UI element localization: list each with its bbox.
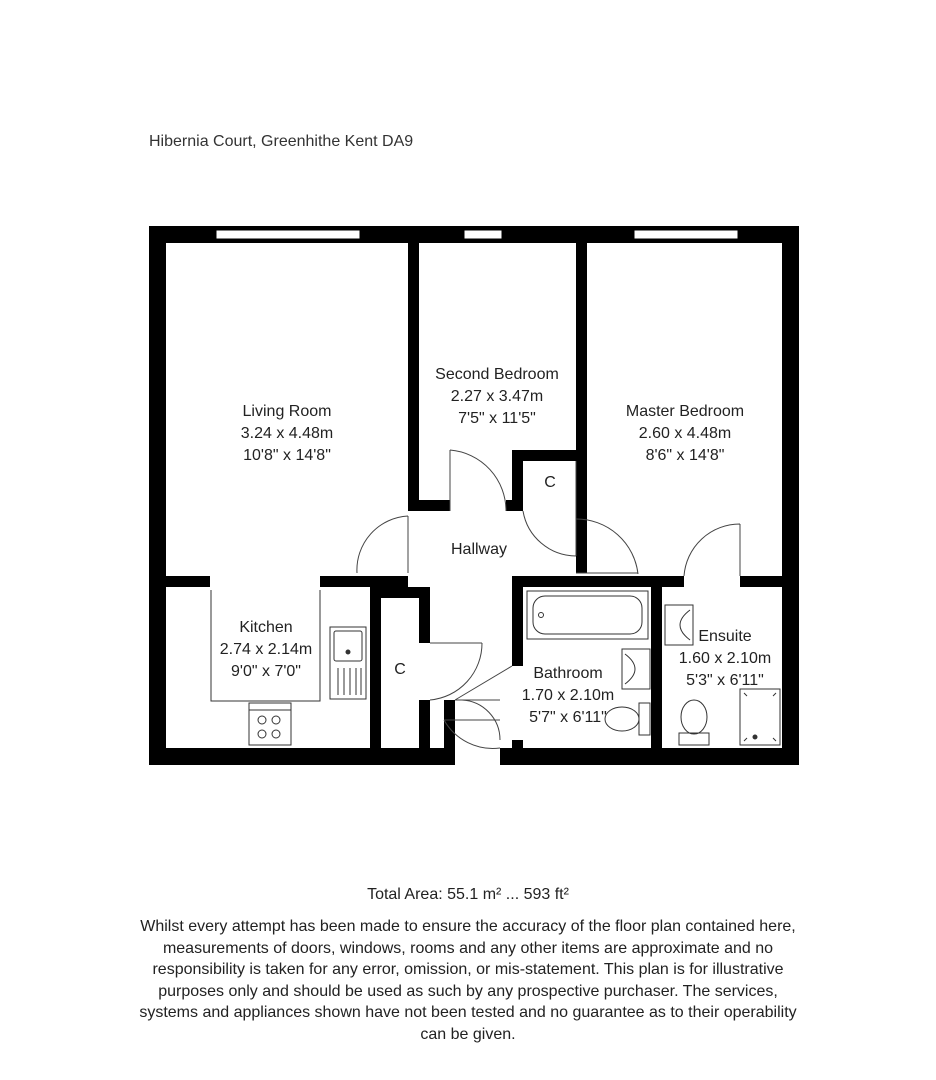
living-room-name: Living Room: [242, 403, 332, 420]
disclaimer-text: Whilst every attempt has been made to ensure the accuracy of the floor plan contained here, measurements of doors, windows, rooms and any other items are approximate and no responsibility is taken for any error, omission, or mis-statement. This plan is for illustrative purposes only and should be used as such by any prospective purchaser. The services, systems and appliances shown have not been tested and no guarantee as to their operability can be given.: [139, 918, 797, 1043]
master-bedroom-imperial: 8'6" x 14'8": [645, 447, 725, 464]
ensuite-door: [684, 524, 740, 576]
master-bedroom-name: Master Bedroom: [625, 403, 745, 420]
bathroom-name: Bathroom: [533, 665, 603, 682]
ensuite-name: Ensuite: [698, 628, 752, 645]
second-bedroom-door: [450, 450, 506, 511]
ensuite-toilet-icon: [681, 700, 707, 734]
kitchen-imperial: 9'0" x 7'0": [231, 663, 301, 680]
cupboard-label-lower: C: [394, 661, 406, 678]
cupboard-door-lower: [430, 643, 482, 700]
ensuite-toilet-cistern: [679, 733, 709, 745]
property-address: Hibernia Court, Greenhithe Kent DA9: [149, 133, 414, 150]
bath-icon: [527, 591, 648, 639]
room-labels: [220, 366, 772, 726]
second-bedroom-name: Second Bedroom: [435, 366, 559, 383]
second-bedroom-window: [464, 230, 502, 239]
living-room-imperial: 10'8" x 14'8": [243, 447, 331, 464]
master-bedroom-metric: 2.60 x 4.48m: [638, 425, 732, 442]
living-room-metric: 3.24 x 4.48m: [240, 425, 334, 442]
hob-icon: [249, 703, 291, 745]
toilet-icon: [605, 707, 639, 731]
ensuite-metric: 1.60 x 2.10m: [678, 650, 772, 667]
kitchen-name: Kitchen: [239, 619, 293, 636]
total-area: Total Area: 55.1 m² ... 593 ft²: [367, 886, 569, 903]
living-window: [216, 230, 360, 239]
ensuite-imperial: 5'3" x 6'11": [686, 672, 764, 689]
bathroom-door: [455, 666, 512, 740]
hallway-label: Hallway: [450, 541, 508, 558]
second-bedroom-metric: 2.27 x 3.47m: [450, 388, 544, 405]
master-bedroom-window: [634, 230, 738, 239]
bathroom-imperial: 5'7" x 6'11": [529, 709, 607, 726]
kitchen-metric: 2.74 x 2.14m: [219, 641, 313, 658]
living-room-door: [357, 516, 408, 573]
second-bedroom-imperial: 7'5" x 11'5": [458, 410, 536, 427]
bathroom-metric: 1.70 x 2.10m: [521, 687, 615, 704]
cupboard-label-upper: C: [544, 474, 556, 491]
windows: [216, 230, 738, 239]
toilet-cistern: [639, 703, 650, 735]
shower-icon: [740, 689, 780, 745]
